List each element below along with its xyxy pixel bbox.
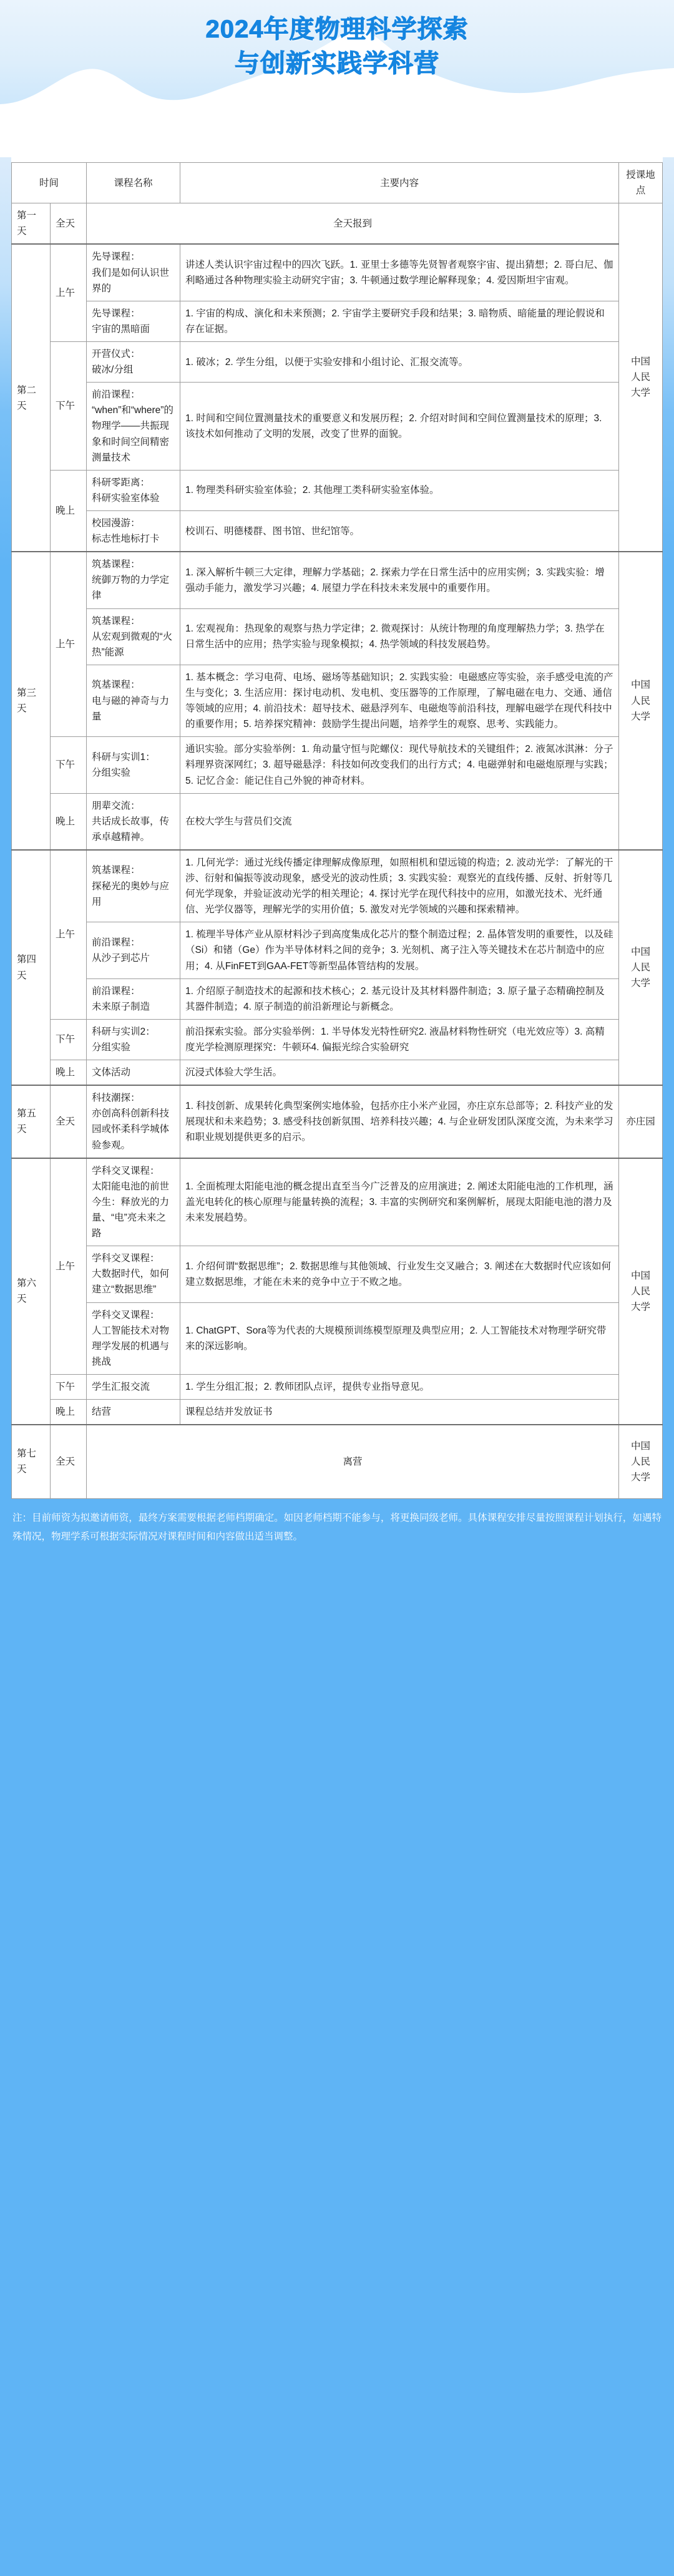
- table-body: [12, 203, 663, 1499]
- row-content: 全天报到: [87, 203, 619, 245]
- course-name: 开营仪式： 破冰/分组: [87, 341, 180, 382]
- course-name: 文体活动: [87, 1060, 180, 1086]
- period-label: 晚上: [51, 470, 87, 552]
- table-header-row: [12, 163, 663, 203]
- day-label: 第六天: [12, 1158, 51, 1425]
- column-header-course: 课程名称: [87, 163, 180, 203]
- row-content: 1. 学生分组汇报；2. 教师团队点评，提供专业指导意见。: [180, 1375, 619, 1400]
- poster-header: [0, 0, 674, 157]
- column-header-content: 主要内容: [180, 163, 619, 203]
- course-name: 学科交叉课程： 大数据时代，如何建立“数据思维”: [87, 1246, 180, 1302]
- course-name: 筑基课程： 统御万物的力学定律: [87, 552, 180, 608]
- period-label: 下午: [51, 341, 87, 470]
- course-name: 先导课程： 我们是如何认识世界的: [87, 244, 180, 301]
- course-name: 校园漫游： 标志性地标打卡: [87, 510, 180, 552]
- table-row: [12, 510, 663, 552]
- page-title: [0, 12, 674, 81]
- table-row: [12, 1302, 663, 1374]
- table-row: [12, 1060, 663, 1086]
- table-row: [12, 608, 663, 665]
- place-label: 中国 人民 大学: [619, 1158, 663, 1425]
- course-name: 学生汇报交流: [87, 1375, 180, 1400]
- day-label: 第一天: [12, 203, 51, 245]
- course-name: 前沿课程： 未来原子制造: [87, 978, 180, 1019]
- row-content: 讲述人类认识宇宙过程中的四次飞跃。1. 亚里士多德等先贤智者观察宇宙、提出猜想；2. 哥白尼、伽利略通过各种物理实验主动研究宇宙；3. 牛顿通过数学理论解释现象；4. 爱因斯坦宇宙观。: [180, 244, 619, 301]
- place-label: 亦庄园: [619, 1085, 663, 1158]
- course-name: 先导课程： 宇宙的黑暗面: [87, 301, 180, 341]
- sheet-top-padding: [11, 157, 663, 162]
- period-label: 上午: [51, 244, 87, 341]
- place-label: 中国 人民 大学: [619, 203, 663, 552]
- course-name: 科技潮探： 亦创高科创新科技园或怀柔科学城体验参观。: [87, 1085, 180, 1158]
- row-content: 课程总结并发放证书: [180, 1400, 619, 1425]
- day-label: 第四天: [12, 850, 51, 1085]
- table-row: [12, 922, 663, 978]
- row-content: 1. 介绍原子制造技术的起源和技术核心；2. 基元设计及其材料器件制造；3. 原子量子态精确控制及其器件制造；4. 原子制造的前沿新理论与新概念。: [180, 978, 619, 1019]
- course-name: 科研零距离： 科研实验室体验: [87, 470, 180, 510]
- day-label: 第五天: [12, 1085, 51, 1158]
- row-content: 离营: [87, 1425, 619, 1498]
- table-row: [12, 383, 663, 471]
- period-label: 上午: [51, 1158, 87, 1375]
- course-name: 科研与实训2： 分组实验: [87, 1019, 180, 1060]
- table-header: [12, 163, 663, 203]
- period-label: 上午: [51, 552, 87, 737]
- place-label: 中国 人民 大学: [619, 1425, 663, 1498]
- period-label: 下午: [51, 737, 87, 793]
- row-content: 1. 基本概念：学习电荷、电场、磁场等基础知识；2. 实践实验：电磁感应等实验，亲手感受电流的产生与变化；3. 生活应用：探讨电动机、发电机、变压器等的工作原理，了解电磁在电力、交通、通信等领域的应用；4. 前沿技术：超导技术、磁悬浮列车、电磁炮等前沿科技，理解电磁学在现代科技中的重要作用；5. 培养探究精神：鼓励学生提出问题，培养学生的观察、思考、实践能力。: [180, 665, 619, 736]
- page-title-line-1: 2024年度物理科学探索: [205, 16, 469, 43]
- row-content: 1. 科技创新、成果转化典型案例实地体验，包括亦庄小米产业园，亦庄京东总部等；2. 科技产业的发展现状和未来趋势；3. 感受科技创新氛围、培养科技兴趣；4. 与企业研发团队深度交流，为未来学习和职业规划提供更多的启示。: [180, 1085, 619, 1158]
- day-label: 第七天: [12, 1425, 51, 1498]
- table-row: [12, 1375, 663, 1400]
- column-header-place: 授课地点: [619, 163, 663, 203]
- course-name: 科研与实训1： 分组实验: [87, 737, 180, 793]
- place-label: 中国 人民 大学: [619, 850, 663, 1085]
- place-label: 中国 人民 大学: [619, 552, 663, 850]
- row-content: 1. 破冰；2. 学生分组，以便于实验安排和小组讨论、汇报交流等。: [180, 341, 619, 382]
- table-row: [12, 850, 663, 922]
- period-label: 晚上: [51, 1400, 87, 1425]
- table-row: [12, 552, 663, 608]
- table-row: [12, 341, 663, 382]
- table-row: [12, 470, 663, 510]
- course-name: 筑基课程： 电与磁的神奇与力量: [87, 665, 180, 736]
- page-title-line-2: 与创新实践学科营: [235, 50, 439, 78]
- table-row: [12, 1158, 663, 1246]
- table-row: [12, 1400, 663, 1425]
- day-label: 第三天: [12, 552, 51, 850]
- course-name: 结营: [87, 1400, 180, 1425]
- table-row: [12, 244, 663, 301]
- period-label: 下午: [51, 1375, 87, 1400]
- course-name: 学科交叉课程： 太阳能电池的前世今生：释放光的力量、“电”亮未来之路: [87, 1158, 180, 1246]
- schedule-sheet: [11, 157, 663, 1499]
- course-name: 前沿课程： 从沙子到芯片: [87, 922, 180, 978]
- table-row: [12, 301, 663, 341]
- table-row: [12, 1246, 663, 1302]
- course-name: 筑基课程： 探秘光的奥妙与应用: [87, 850, 180, 922]
- table-row: [12, 793, 663, 850]
- table-row: [12, 665, 663, 736]
- table-row: [12, 1425, 663, 1498]
- period-label: 全天: [51, 203, 87, 245]
- day-label: 第二天: [12, 244, 51, 552]
- row-content: 1. 宇宙的构成、演化和未来预测；2. 宇宙学主要研究手段和结果；3. 暗物质、暗能量的理论假说和存在证据。: [180, 301, 619, 341]
- row-content: 1. 梳理半导体产业从原材料沙子到高度集成化芯片的整个制造过程；2. 晶体管发明的重要性，以及硅（Si）和锗（Ge）作为半导体材料之间的竞争；3. 光刻机、离子注入等关键技术在芯片制造中的应用；4. 从FinFET到GAA-FET等新型晶体管结构的发展。: [180, 922, 619, 978]
- table-row: [12, 1085, 663, 1158]
- row-content: 校训石、明德楼群、图书馆、世纪馆等。: [180, 510, 619, 552]
- footer-note: 注：目前师资为拟邀请师资，最终方案需要根据老师档期确定。如因老师档期不能参与，将更换同级老师。具体课程安排尽量按照课程计划执行，如遇特殊情况，物理学系可根据实际情况对课程时间和内容做出适当调整。: [12, 1512, 662, 1542]
- row-content: 1. 深入解析牛顿三大定律，理解力学基础；2. 探索力学在日常生活中的应用实例；3. 实践实验：增强动手能力，激发学习兴趣；4. 展望力学在科技未来发展中的重要作用。: [180, 552, 619, 608]
- row-content: 1. 全面梳理太阳能电池的概念提出直至当今广泛普及的应用演进；2. 阐述太阳能电池的工作机理，涵盖光电转化的核心原理与能量转换的流程；3. 丰富的实例研究和案例解析，展现太阳能电池的潜力及未来发展趋势。: [180, 1158, 619, 1246]
- row-content: 1. 时间和空间位置测量技术的重要意义和发展历程；2. 介绍对时间和空间位置测量技术的原理；3. 该技术如何推动了文明的发展，改变了世界的面貌。: [180, 383, 619, 471]
- period-label: 晚上: [51, 1060, 87, 1086]
- row-content: 1. 物理类科研实验室体验；2. 其他理工类科研实验室体验。: [180, 470, 619, 510]
- table-row: [12, 1019, 663, 1060]
- table-row: [12, 203, 663, 245]
- course-name: 学科交叉课程： 人工智能技术对物理学发展的机遇与挑战: [87, 1302, 180, 1374]
- row-content: 1. ChatGPT、Sora等为代表的大规模预训练模型原理及典型应用；2. 人工智能技术对物理学研究带来的深远影响。: [180, 1302, 619, 1374]
- bottom-spacer: [0, 1565, 674, 1580]
- column-header-time: 时间: [12, 163, 87, 203]
- period-label: 全天: [51, 1085, 87, 1158]
- row-content: 前沿探索实验。部分实验举例：1. 半导体发光特性研究2. 液晶材料物性研究（电光效应等）3. 高精度光学检测原理探究：牛顿环4. 偏振光综合实验研究: [180, 1019, 619, 1060]
- row-content: 沉浸式体验大学生活。: [180, 1060, 619, 1086]
- row-content: 1. 介绍何谓“数据思维”；2. 数据思维与其他领域、行业发生交叉融合；3. 阐述在大数据时代应该如何建立数据思维，才能在未来的竞争中立于不败之地。: [180, 1246, 619, 1302]
- course-name: 前沿课程： “when”和“where”的物理学——共振现象和时间空间精密测量技术: [87, 383, 180, 471]
- period-label: 全天: [51, 1425, 87, 1498]
- row-content: 在校大学生与营员们交流: [180, 793, 619, 850]
- table-row: [12, 737, 663, 793]
- course-name: 朋辈交流： 共话成长故事，传承卓越精神。: [87, 793, 180, 850]
- row-content: 1. 宏观视角：热现象的观察与热力学定律；2. 微观探讨：从统计物理的角度理解热力学；3. 热学在日常生活中的应用；热学实验与现象模拟；4. 热学领域的科技发展趋势。: [180, 608, 619, 665]
- period-label: 下午: [51, 1019, 87, 1060]
- row-content: 1. 几何光学：通过光线传播定律理解成像原理，如照相机和望远镜的构造；2. 波动光学：了解光的干涉、衍射和偏振等波动现象，感受光的波动性质；3. 实践实验：观察光的直线传播、反射、折射等几何光学现象，并验证波动光学的相关理论；4. 探讨光学在现代科技中的应用，如激光技术、光纤通信、光学仪器等，理解光学的实用价值；5. 激发对光学领域的兴趣和探索精神。: [180, 850, 619, 922]
- period-label: 晚上: [51, 793, 87, 850]
- row-content: 通识实验。部分实验举例：1. 角动量守恒与陀螺仪：现代导航技术的关键组件；2. 液氮冰淇淋：分子料理界资深网红；3. 超导磁悬浮：科技如何改变我们的出行方式；4. 电磁弹射和电磁炮原理与实践；5. 记忆合金：能记住自己外貌的神奇材料。: [180, 737, 619, 793]
- period-label: 上午: [51, 850, 87, 1019]
- course-name: 筑基课程： 从宏观到微观的“火热”能源: [87, 608, 180, 665]
- schedule-table: [11, 162, 663, 1499]
- table-row: [12, 978, 663, 1019]
